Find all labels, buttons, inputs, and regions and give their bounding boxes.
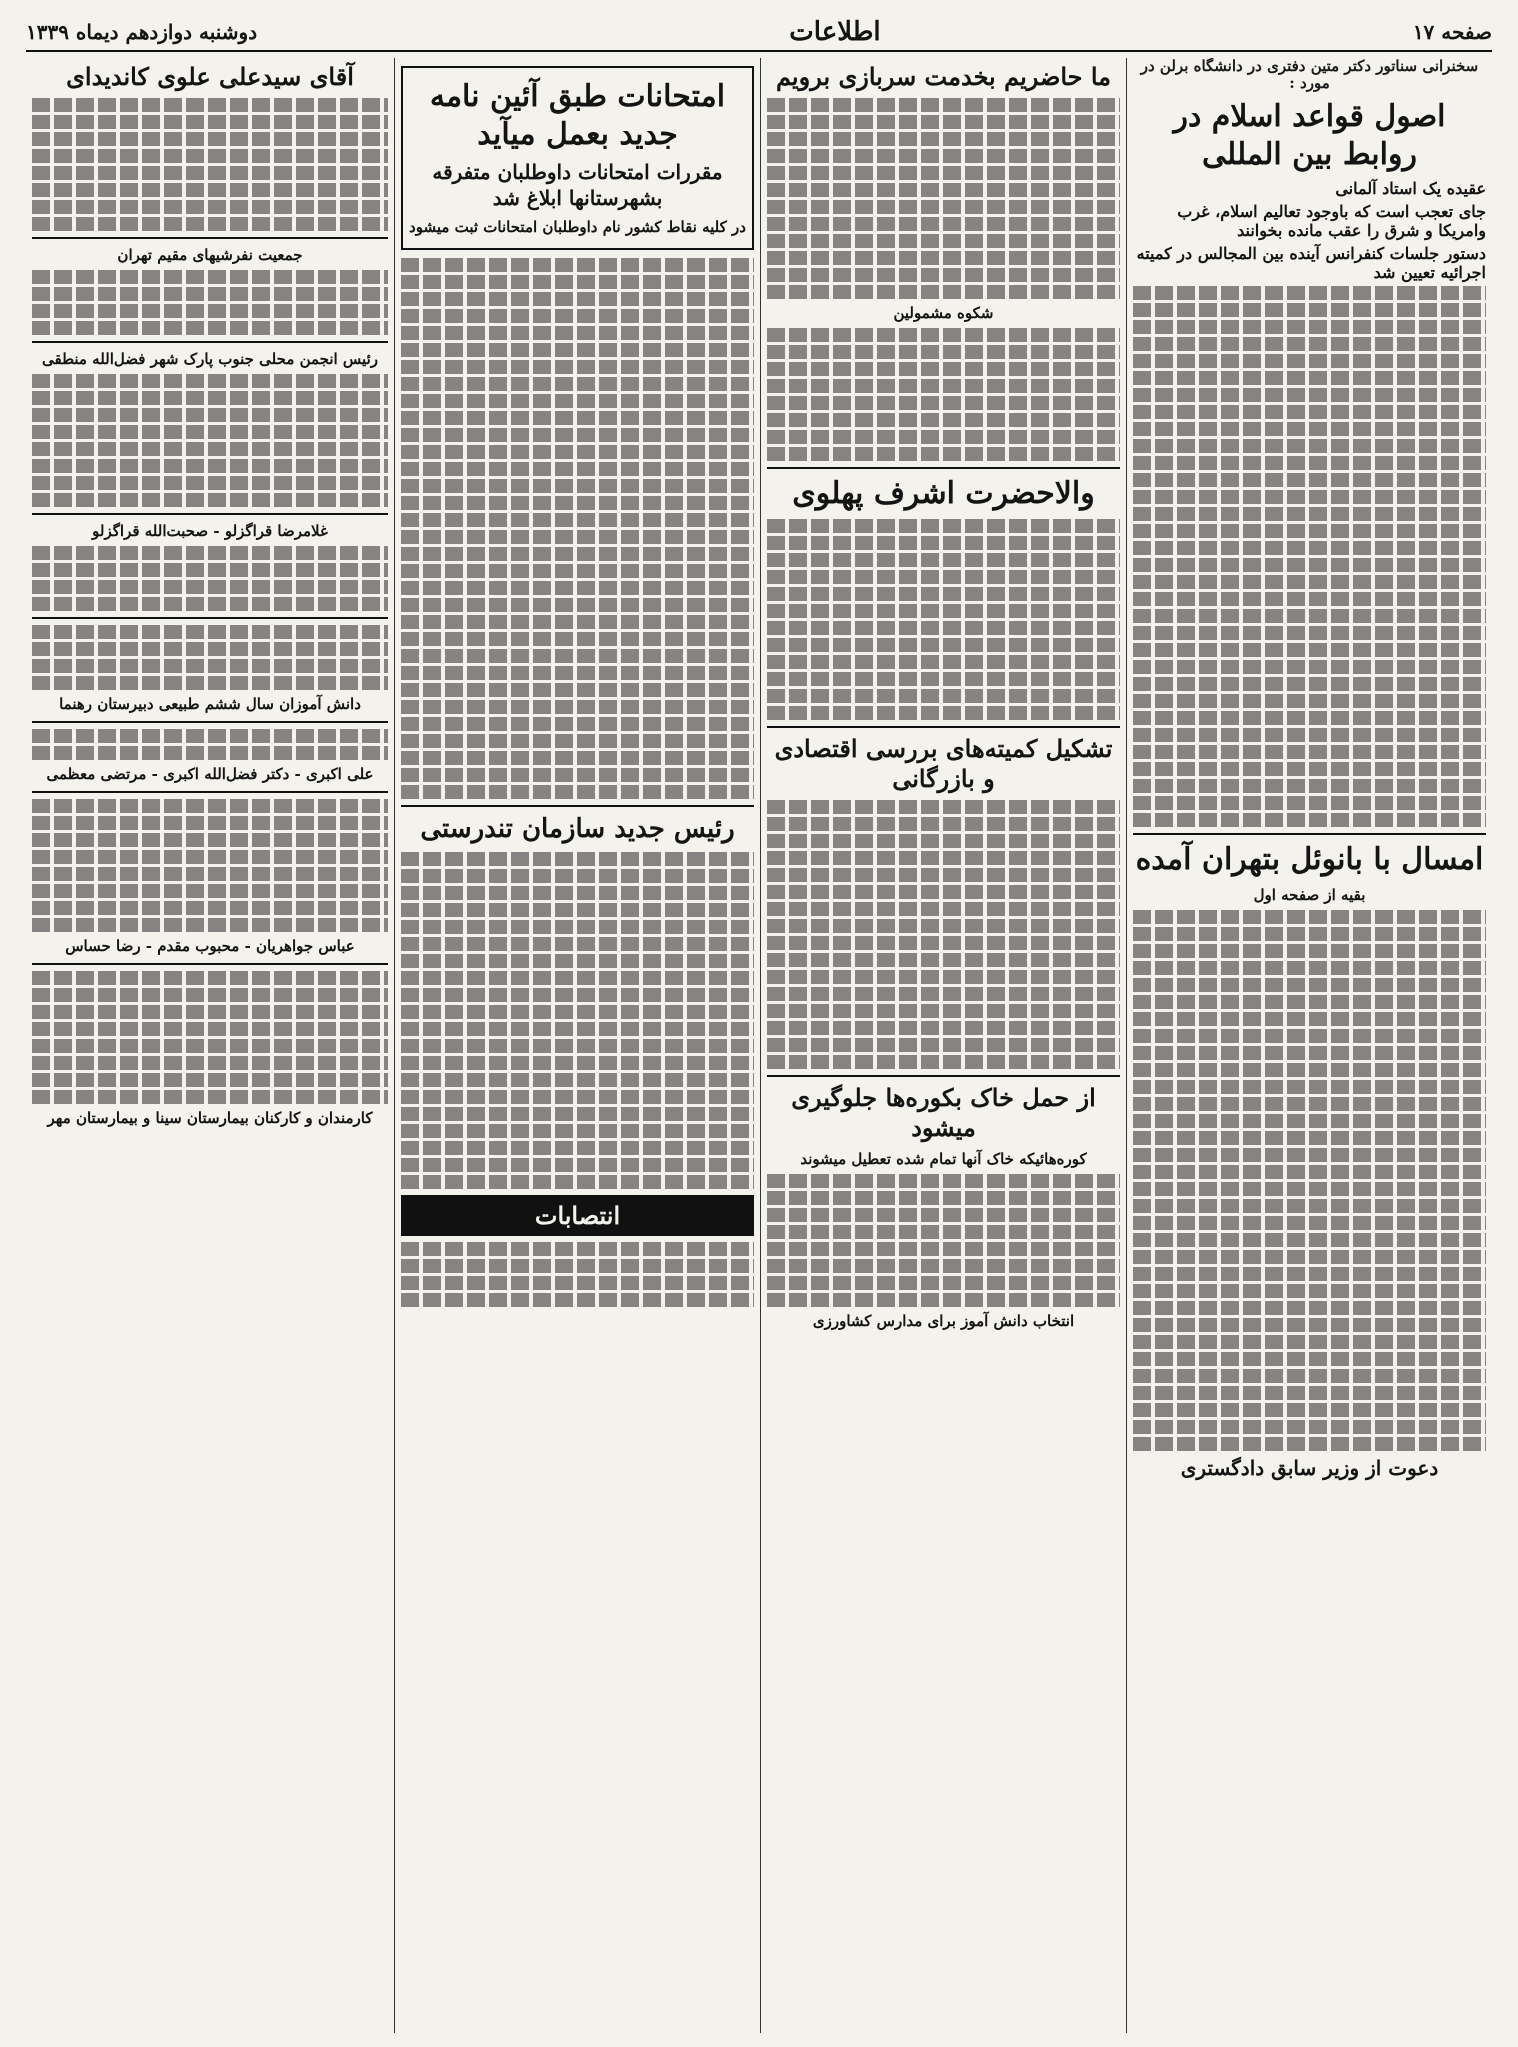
article-body-3 <box>767 98 1120 299</box>
article-headline-4: ما حاضریم بخدمت سربازی برویم <box>775 62 1112 91</box>
bullet-1: عقیده یک استاد آلمانی <box>1335 179 1486 198</box>
notice-7: کارمندان و کارکنان بیمارستان سینا و بیمارستان مهر <box>47 1109 373 1127</box>
column-center-left <box>394 58 760 2033</box>
notice-2: رئیس انجمن محلی جنوب پارک شهر فضل‌الله منطقی <box>41 350 378 368</box>
article-headline-2: امسال با بانوئل بتهران آمده <box>1135 842 1484 877</box>
article-headline: اصول قواعد اسلام در روابط بین المللی <box>1173 99 1446 172</box>
article-body <box>1133 286 1486 827</box>
appointments-banner: انتصابات <box>401 1195 754 1236</box>
exams-body <box>401 258 754 799</box>
article-body-5 <box>767 519 1120 720</box>
notice-3: غلامرضا قراگزلو - صحبت‌الله قراگزلو <box>92 522 328 540</box>
article-subhead-7: کوره‌هائیکه خاک آنها تمام شده تعطیل میشوند <box>800 1149 1087 1168</box>
article-headline-7: از حمل خاک بکوره‌ها جلوگیری میشود <box>791 1082 1096 1142</box>
article-body-6 <box>767 800 1120 1069</box>
article-headline-8: انتخاب دانش آموز برای مدارس کشاورزی <box>812 1311 1075 1330</box>
article-headline-3: دعوت از وزیر سابق دادگستری <box>1180 1455 1439 1480</box>
page-header <box>26 14 1492 52</box>
article-headline-5: والاحضرت اشرف پهلوی <box>792 476 1095 511</box>
paper-name: اطلاعات <box>789 17 881 47</box>
issue-date: دوشنبه دوازدهم دیماه ۱۳۳۹ <box>26 20 258 44</box>
section-subhead: شکوه مشمولین <box>893 304 994 322</box>
article-body-2 <box>1133 910 1486 1451</box>
article-body-7 <box>767 1174 1120 1307</box>
article-body-4 <box>767 328 1120 461</box>
notice-5: علی اکبری - دکتر فضل‌الله اکبری - مرتضی معظمی <box>46 765 374 783</box>
health-body <box>401 852 754 1189</box>
notice-4: دانش آموزان سال ششم طبیعی دبیرستان رهنما <box>59 695 361 713</box>
page-number: صفحه ۱۷ <box>1412 20 1492 44</box>
health-headline: رئیس جدید سازمان تندرستی <box>420 814 735 844</box>
notice-1: جمعیت نفرشیهای مقیم تهران <box>117 246 303 264</box>
column-right <box>1126 58 1492 2033</box>
exams-box <box>401 66 754 250</box>
candidate-body <box>32 98 388 231</box>
candidate-headline: آقای سیدعلی علوی کاندیدای <box>66 62 354 91</box>
column-center-right <box>760 58 1126 2033</box>
column-left <box>26 58 394 2033</box>
article-headline-6: تشکیل کمیته‌های بررسی اقتصادی و بازرگانی <box>774 733 1113 793</box>
kicker: سخنرانی سناتور دکتر متین دفتری در دانشگاه برلن در مورد : <box>1140 58 1479 92</box>
notice-6: عباس جواهریان - محبوب مقدم - رضا حساس <box>65 937 355 955</box>
bullet-3: دستور جلسات کنفرانس آینده بین المجالس در کمیته اجرائیه تعیین شد <box>1136 244 1486 282</box>
exams-headline: امتحانات طبق آئین نامه جدید بعمل میآید <box>429 79 726 152</box>
exams-subhead: مقررات امتحانات داوطلبان متفرقه بشهرستانها ابلاغ شد <box>432 160 723 210</box>
exams-subhead-2: در کلیه نقاط کشور نام داوطلبان امتحانات ثبت میشود <box>409 218 746 236</box>
bullet-2: جای تعجب است که باوجود تعالیم اسلام، غرب وامریکا و شرق را عقب مانده بخوانند <box>1177 202 1486 240</box>
continued-label: بقیه از صفحه اول <box>1253 885 1366 904</box>
appointments-body <box>401 1242 754 1307</box>
